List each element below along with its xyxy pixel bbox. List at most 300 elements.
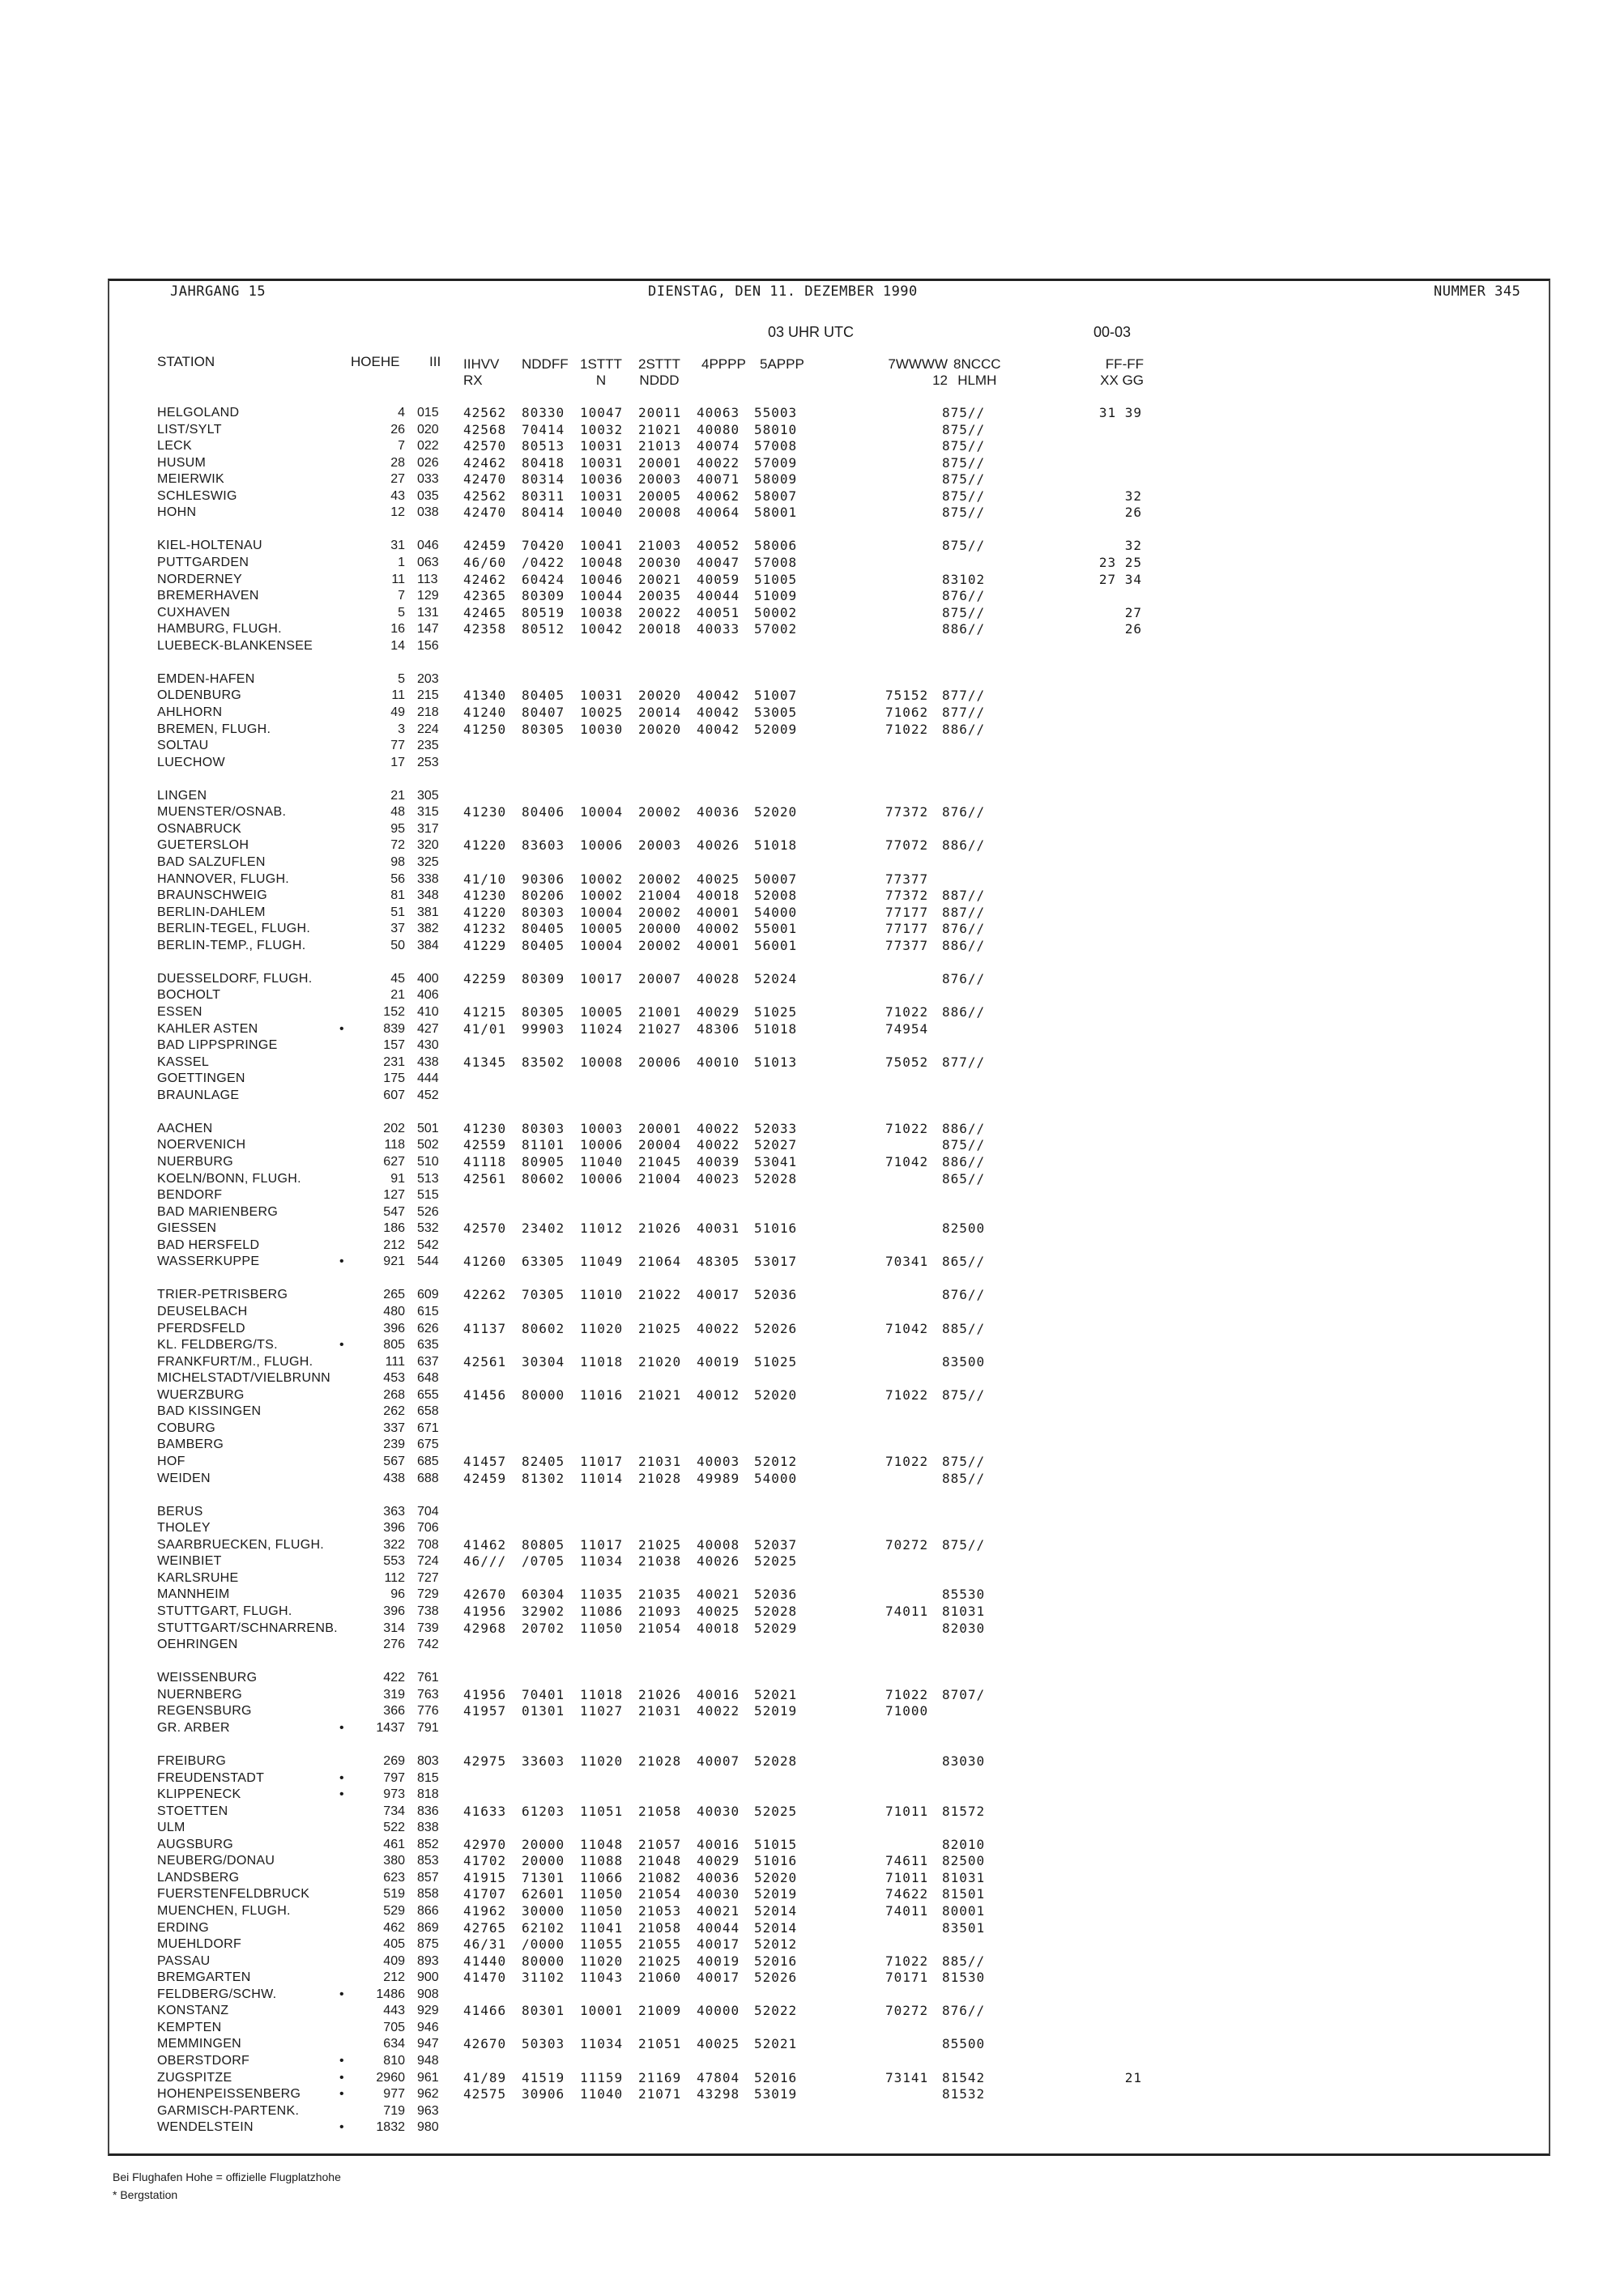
station-id: 022 xyxy=(417,439,439,454)
group-8: 886// xyxy=(942,621,986,637)
group-1: 41962 xyxy=(463,1902,507,1919)
table-row xyxy=(0,987,1620,1003)
station-id: 325 xyxy=(417,855,439,869)
station-height: 529 xyxy=(383,1903,405,1918)
station-height: 48 xyxy=(390,805,405,820)
group-4: 21026 xyxy=(638,1220,682,1237)
table-row xyxy=(0,1804,1620,1820)
station-height: 1 xyxy=(398,556,405,569)
group-6: 58010 xyxy=(754,421,798,437)
station-name: SCHLESWIG xyxy=(157,488,237,503)
group-4: 21004 xyxy=(638,1170,682,1186)
group-2: 80000 xyxy=(522,1953,565,1969)
group-5: 40062 xyxy=(697,488,740,504)
station-name: ESSEN xyxy=(157,1005,202,1019)
table-row xyxy=(0,1970,1620,1986)
table-row xyxy=(0,1287,1620,1303)
group-8: 876// xyxy=(942,804,986,820)
group-6: 55001 xyxy=(754,921,798,937)
station-id: 381 xyxy=(417,905,439,919)
station-height: 5 xyxy=(398,605,405,620)
station-name: BERLIN-TEGEL, FLUGH. xyxy=(157,922,311,936)
station-height: 705 xyxy=(383,2020,405,2034)
station-name: WENDELSTEIN xyxy=(157,2120,254,2135)
group-5: 40000 xyxy=(697,2003,740,2019)
station-name: FELDBERG/SCHW. xyxy=(157,1987,277,2001)
station-name: HANNOVER, FLUGH. xyxy=(157,871,290,886)
group-7: 75152 xyxy=(885,688,929,704)
station-id: 708 xyxy=(417,1537,439,1552)
station-name: KEMPTEN xyxy=(157,2020,222,2034)
group-4: 21093 xyxy=(638,1603,682,1619)
group-3: 10040 xyxy=(580,505,624,521)
station-id: 532 xyxy=(417,1221,439,1236)
station-height: 77 xyxy=(390,739,405,753)
station-name: ERDING xyxy=(157,1920,210,1935)
group-8: 877// xyxy=(942,688,986,704)
col-hoehe: HOEHE xyxy=(351,354,400,369)
group-8: 887// xyxy=(942,888,986,904)
group-2: 80519 xyxy=(522,604,565,620)
station-id: 706 xyxy=(417,1521,439,1536)
group-6: 52029 xyxy=(754,1620,798,1636)
group-5: 40080 xyxy=(697,421,740,437)
table-row xyxy=(0,588,1620,604)
group-2: 61203 xyxy=(522,1803,565,1819)
station-height: 443 xyxy=(383,2004,405,2018)
group-4: 21038 xyxy=(638,1553,682,1570)
group-6: 52026 xyxy=(754,1320,798,1336)
station-name: KAHLER ASTEN xyxy=(157,1021,258,1036)
group-8: 865// xyxy=(942,1170,986,1186)
station-id: 609 xyxy=(417,1288,439,1302)
station-id: 742 xyxy=(417,1638,439,1651)
group-2: 20000 xyxy=(522,1853,565,1869)
station-height: 422 xyxy=(383,1671,405,1685)
group-1: 42562 xyxy=(463,405,507,420)
group-3: 10031 xyxy=(580,488,624,504)
station-id: 637 xyxy=(417,1354,439,1369)
group-6: 58009 xyxy=(754,471,798,488)
group-2: 01301 xyxy=(522,1703,565,1719)
group-5: 40022 xyxy=(697,454,740,471)
station-height: 157 xyxy=(383,1038,405,1053)
station-name: KASSEL xyxy=(157,1054,210,1069)
table-row xyxy=(0,1504,1620,1520)
group-2: 30906 xyxy=(522,2086,565,2102)
station-id: 020 xyxy=(417,422,439,437)
group-8: 81031 xyxy=(942,1603,986,1619)
station-id: 203 xyxy=(417,671,439,686)
table-row xyxy=(0,1537,1620,1553)
group-6: 51018 xyxy=(754,837,798,854)
station-height: 7 xyxy=(398,589,405,603)
group-1: 42561 xyxy=(463,1353,507,1370)
group-7: 71022 xyxy=(885,1387,929,1403)
mountain-marker: • xyxy=(339,1254,344,1269)
station-name: GR. ARBER xyxy=(157,1720,230,1735)
group-2: 80805 xyxy=(522,1536,565,1553)
station-height: 366 xyxy=(383,1704,405,1719)
station-id: 320 xyxy=(417,838,439,853)
table-row xyxy=(0,722,1620,738)
group-6: 52028 xyxy=(754,1603,798,1619)
group-2: 80311 xyxy=(522,488,565,504)
station-height: 14 xyxy=(390,638,405,653)
group-7: 71000 xyxy=(885,1703,929,1719)
group-4: 21028 xyxy=(638,1470,682,1486)
group-6: 52028 xyxy=(754,1753,798,1769)
group-3: 11018 xyxy=(580,1353,624,1370)
group-6: 51025 xyxy=(754,1353,798,1370)
station-height: 2960 xyxy=(376,2070,405,2085)
group-3: 10047 xyxy=(580,405,624,420)
table-row xyxy=(0,705,1620,721)
station-id: 961 xyxy=(417,2070,439,2085)
station-height: 522 xyxy=(383,1821,405,1835)
col-g1: IIHVV RX xyxy=(463,356,500,388)
group-2: 80309 xyxy=(522,970,565,986)
group-1: 42470 xyxy=(463,505,507,521)
station-name: OBERSTDORF xyxy=(157,2053,250,2068)
station-id: 305 xyxy=(417,788,439,803)
station-name: NUERBURG xyxy=(157,1155,233,1169)
table-row xyxy=(0,1354,1620,1370)
station-height: 127 xyxy=(383,1188,405,1203)
group-1: 42459 xyxy=(463,1470,507,1486)
station-name: MANNHEIM xyxy=(157,1587,230,1602)
group-4: 20003 xyxy=(638,837,682,854)
station-name: BAD KISSINGEN xyxy=(157,1404,262,1419)
group-1: 42559 xyxy=(463,1137,507,1153)
station-name: BRAUNSCHWEIG xyxy=(157,888,268,903)
group-3: 10025 xyxy=(580,705,624,720)
group-3: 10031 xyxy=(580,454,624,471)
group-6: 53017 xyxy=(754,1254,798,1270)
group-2: 99903 xyxy=(522,1020,565,1037)
group-1: 42462 xyxy=(463,571,507,587)
table-row xyxy=(0,505,1620,521)
station-height: 797 xyxy=(383,1770,405,1785)
group-3: 10002 xyxy=(580,871,624,887)
group-4: 20035 xyxy=(638,588,682,604)
station-height: 95 xyxy=(390,821,405,836)
group-9: 21 xyxy=(1124,2069,1142,2085)
group-6: 51025 xyxy=(754,1004,798,1020)
station-id: 724 xyxy=(417,1554,439,1569)
station-height: 607 xyxy=(383,1088,405,1102)
group-3: 11040 xyxy=(580,1154,624,1169)
station-height: 839 xyxy=(383,1021,405,1036)
station-id: 131 xyxy=(417,605,439,620)
station-name: HOHN xyxy=(157,505,197,520)
group-1: 42358 xyxy=(463,621,507,637)
group-2: 63305 xyxy=(522,1254,565,1270)
station-id: 688 xyxy=(417,1471,439,1485)
group-5: 40042 xyxy=(697,721,740,737)
station-name: MEMMINGEN xyxy=(157,2037,242,2051)
group-3: 10036 xyxy=(580,471,624,488)
group-6: 54000 xyxy=(754,1470,798,1486)
station-id: 962 xyxy=(417,2087,439,2101)
group-4: 21057 xyxy=(638,1836,682,1852)
group-4: 20022 xyxy=(638,604,682,620)
station-id: 315 xyxy=(417,805,439,820)
col-g2: NDDFF xyxy=(522,356,569,372)
mountain-marker: • xyxy=(339,1021,344,1036)
group-2: 62601 xyxy=(522,1886,565,1902)
table-row xyxy=(0,1687,1620,1703)
group-4: 21054 xyxy=(638,1886,682,1902)
group-6: 57008 xyxy=(754,555,798,570)
table-row xyxy=(0,1987,1620,2003)
table-row xyxy=(0,938,1620,954)
station-height: 4 xyxy=(398,406,405,420)
station-name: GIESSEN xyxy=(157,1221,217,1236)
station-height: 462 xyxy=(383,1920,405,1935)
group-1: 41340 xyxy=(463,688,507,704)
group-4: 21004 xyxy=(638,888,682,904)
group-1: 41230 xyxy=(463,1120,507,1136)
group-4: 21025 xyxy=(638,1320,682,1336)
group-6: 52036 xyxy=(754,1287,798,1303)
group-5: 40051 xyxy=(697,604,740,620)
station-name: NUERNBERG xyxy=(157,1687,242,1702)
station-height: 921 xyxy=(383,1254,405,1269)
station-height: 719 xyxy=(383,2103,405,2118)
station-name: PFERDSFELD xyxy=(157,1321,245,1335)
group-6: 52020 xyxy=(754,1869,798,1885)
group-3: 10030 xyxy=(580,721,624,737)
group-1: 42570 xyxy=(463,438,507,454)
station-id: 156 xyxy=(417,638,439,653)
group-9: 27 xyxy=(1124,604,1142,620)
group-4: 20003 xyxy=(638,471,682,488)
col-iii: III xyxy=(429,354,441,369)
station-height: 175 xyxy=(383,1071,405,1086)
group-1: 41915 xyxy=(463,1869,507,1885)
col-g6: 5APPP xyxy=(760,356,804,372)
station-name: PASSAU xyxy=(157,1953,211,1968)
group-2: /0422 xyxy=(522,555,565,570)
table-row xyxy=(0,905,1620,921)
group-5: 40044 xyxy=(697,1919,740,1936)
group-1: 42465 xyxy=(463,604,507,620)
station-height: 461 xyxy=(383,1837,405,1851)
group-1: 42968 xyxy=(463,1620,507,1636)
group-4: 20001 xyxy=(638,454,682,471)
station-id: 400 xyxy=(417,971,439,986)
group-1: 41260 xyxy=(463,1254,507,1270)
group-1: 41232 xyxy=(463,921,507,937)
group-5: 40022 xyxy=(697,1703,740,1719)
group-9: 32 xyxy=(1124,488,1142,504)
group-2: 41519 xyxy=(522,2069,565,2085)
station-name: ULM xyxy=(157,1821,185,1835)
group-8: 876// xyxy=(942,588,986,604)
station-name: GUETERSLOH xyxy=(157,838,249,853)
group-3: 11066 xyxy=(580,1869,624,1885)
station-id: 406 xyxy=(417,988,439,1003)
group-6: 52027 xyxy=(754,1137,798,1153)
station-id: 858 xyxy=(417,1887,439,1902)
station-name: BAD MARIENBERG xyxy=(157,1204,279,1219)
group-3: 11055 xyxy=(580,1936,624,1952)
group-5: 40030 xyxy=(697,1803,740,1819)
station-name: EMDEN-HAFEN xyxy=(157,671,255,686)
station-height: 409 xyxy=(383,1953,405,1968)
group-4: 20006 xyxy=(638,1054,682,1070)
group-6: 53041 xyxy=(754,1154,798,1169)
station-name: SOLTAU xyxy=(157,739,209,753)
group-1: 41230 xyxy=(463,888,507,904)
station-name: HOHENPEISSENBERG xyxy=(157,2087,301,2101)
station-id: 510 xyxy=(417,1155,439,1169)
group-3: 11035 xyxy=(580,1587,624,1603)
group-4: 21035 xyxy=(638,1587,682,1603)
group-3: 10001 xyxy=(580,2003,624,2019)
group-7: 71022 xyxy=(885,1953,929,1969)
group-3: 11020 xyxy=(580,1953,624,1969)
group-1: 41220 xyxy=(463,837,507,854)
group-4: 21169 xyxy=(638,2069,682,2085)
group-7: 71022 xyxy=(885,1686,929,1702)
group-3: 10032 xyxy=(580,421,624,437)
table-row xyxy=(0,1520,1620,1536)
mountain-marker: • xyxy=(339,1338,344,1352)
station-id: 317 xyxy=(417,821,439,836)
table-row xyxy=(0,1753,1620,1770)
station-name: BREMERHAVEN xyxy=(157,589,259,603)
table-row xyxy=(0,1703,1620,1719)
table-row xyxy=(0,1254,1620,1270)
station-id: 857 xyxy=(417,1870,439,1885)
table-row xyxy=(0,2020,1620,2036)
group-8: 8707/ xyxy=(942,1686,986,1702)
group-5: 40016 xyxy=(697,1686,740,1702)
group-5: 40023 xyxy=(697,1170,740,1186)
station-id: 430 xyxy=(417,1038,439,1053)
station-height: 623 xyxy=(383,1870,405,1885)
group-8: 83030 xyxy=(942,1753,986,1769)
report-date: DIENSTAG, DEN 11. DEZEMBER 1990 xyxy=(648,283,918,300)
station-name: AUGSBURG xyxy=(157,1837,233,1851)
station-height: 319 xyxy=(383,1687,405,1702)
station-height: 43 xyxy=(390,488,405,503)
station-height: 314 xyxy=(383,1621,405,1635)
station-id: 852 xyxy=(417,1837,439,1851)
group-1: 42568 xyxy=(463,421,507,437)
table-row xyxy=(0,1953,1620,1970)
group-2: 80418 xyxy=(522,454,565,471)
station-height: 26 xyxy=(390,422,405,437)
station-id: 727 xyxy=(417,1570,439,1585)
group-4: 20000 xyxy=(638,921,682,937)
group-2: 80303 xyxy=(522,904,565,920)
group-4: 21025 xyxy=(638,1953,682,1969)
group-2: 23402 xyxy=(522,1220,565,1237)
mountain-marker: • xyxy=(339,2087,344,2101)
group-3: 11041 xyxy=(580,1919,624,1936)
station-height: 1437 xyxy=(376,1720,405,1735)
station-id: 513 xyxy=(417,1171,439,1186)
station-name: AHLHORN xyxy=(157,705,223,719)
group-4: 21028 xyxy=(638,1753,682,1769)
group-7: 74622 xyxy=(885,1886,929,1902)
group-8: 875// xyxy=(942,405,986,420)
group-5: 40063 xyxy=(697,405,740,420)
station-name: BOCHOLT xyxy=(157,988,221,1003)
group-8: 81572 xyxy=(942,1803,986,1819)
group-1: 42975 xyxy=(463,1753,507,1769)
group-8: 83501 xyxy=(942,1919,986,1936)
station-id: 729 xyxy=(417,1587,439,1602)
station-name: STOETTEN xyxy=(157,1804,228,1818)
group-2: 60424 xyxy=(522,571,565,587)
station-height: 805 xyxy=(383,1338,405,1352)
group-3: 11050 xyxy=(580,1620,624,1636)
station-height: 11 xyxy=(391,572,405,586)
group-8: 887// xyxy=(942,904,986,920)
group-3: 11016 xyxy=(580,1387,624,1403)
station-id: 015 xyxy=(417,406,439,420)
group-2: 80301 xyxy=(522,2003,565,2019)
group-2: 70401 xyxy=(522,1686,565,1702)
station-height: 265 xyxy=(383,1288,405,1302)
group-6: 51015 xyxy=(754,1836,798,1852)
group-2: 80305 xyxy=(522,721,565,737)
group-2: 80309 xyxy=(522,588,565,604)
station-height: 17 xyxy=(390,755,405,769)
group-2: 70414 xyxy=(522,421,565,437)
group-6: 52021 xyxy=(754,2036,798,2052)
group-3: 11159 xyxy=(580,2069,624,2085)
group-8: 81542 xyxy=(942,2069,986,2085)
table-row xyxy=(0,1088,1620,1104)
table-row xyxy=(0,538,1620,554)
table-row xyxy=(0,1171,1620,1187)
table-row xyxy=(0,1054,1620,1071)
table-row xyxy=(0,1770,1620,1787)
group-2: 80512 xyxy=(522,621,565,637)
group-7: 71022 xyxy=(885,1120,929,1136)
group-6: 51007 xyxy=(754,688,798,704)
table-row xyxy=(0,1121,1620,1137)
group-3: 11049 xyxy=(580,1254,624,1270)
group-1: 42262 xyxy=(463,1287,507,1303)
station-id: 235 xyxy=(417,739,439,753)
group-4: 20020 xyxy=(638,688,682,704)
group-2: 81101 xyxy=(522,1137,565,1153)
group-5: 40019 xyxy=(697,1353,740,1370)
group-6: 52009 xyxy=(754,721,798,737)
group-1: 42570 xyxy=(463,1220,507,1237)
table-row xyxy=(0,1204,1620,1220)
station-id: 215 xyxy=(417,688,439,703)
group-5: 40018 xyxy=(697,1620,740,1636)
table-row xyxy=(0,455,1620,471)
group-8: 82010 xyxy=(942,1836,986,1852)
station-id: 224 xyxy=(417,722,439,736)
group-8: 875// xyxy=(942,604,986,620)
group-2: 50303 xyxy=(522,2036,565,2052)
table-row xyxy=(0,2003,1620,2019)
group-5: 40025 xyxy=(697,1603,740,1619)
col-station: STATION xyxy=(157,354,215,369)
station-name: BAD SALZUFLEN xyxy=(157,855,266,869)
table-row xyxy=(0,1903,1620,1919)
group-4: 20004 xyxy=(638,1137,682,1153)
